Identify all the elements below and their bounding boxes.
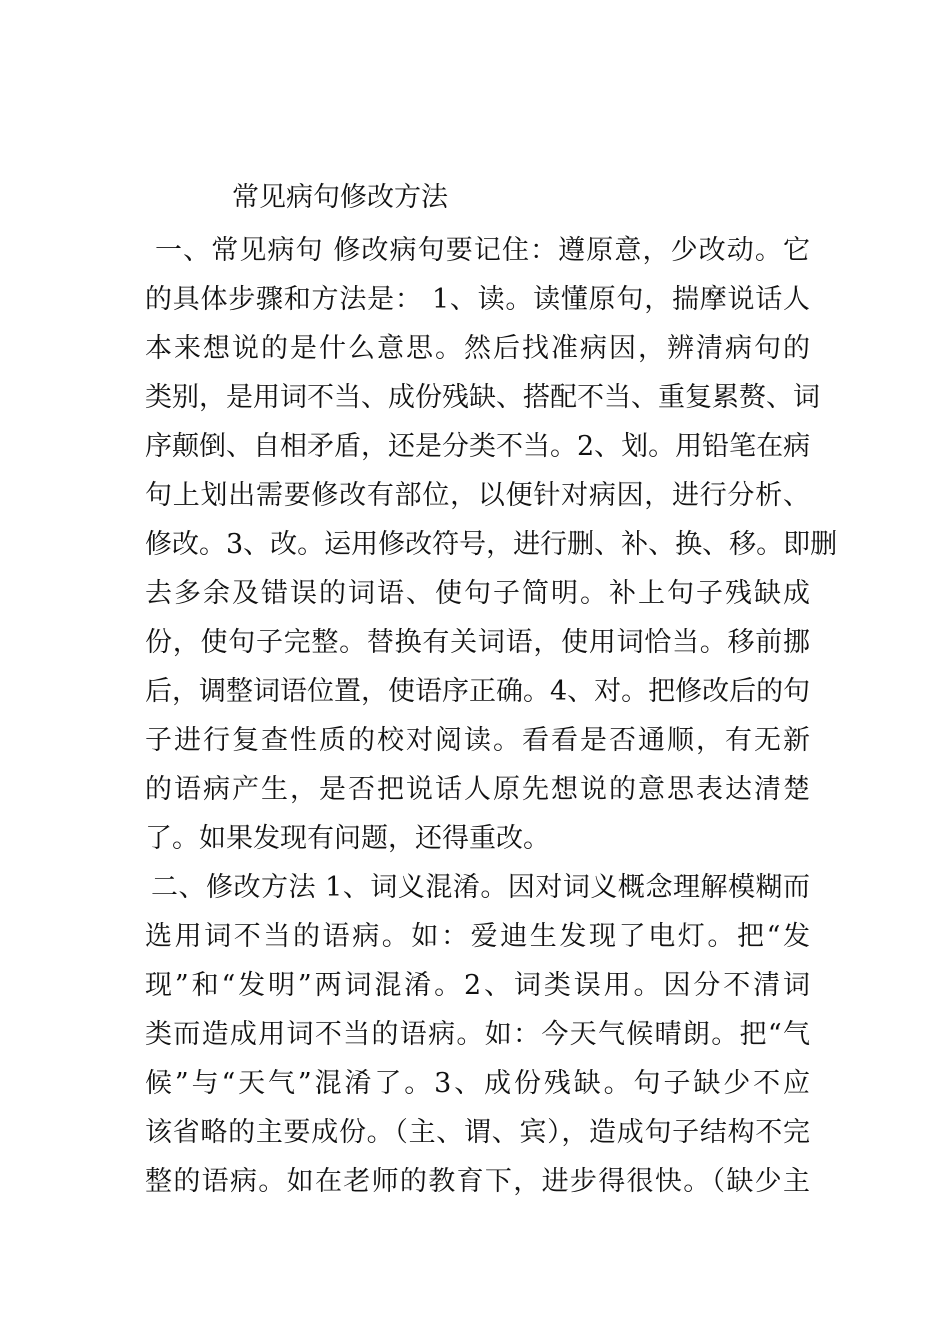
- text-line: 现”和“发明”两词混淆。2、词类误用。因分不清词: [145, 970, 810, 1001]
- text-line: 一、常见病句 修改病句要记住：遵原意，少改动。它: [155, 235, 810, 266]
- text-line: 本来想说的是什么意思。然后找准病因，辨清病句的: [145, 333, 810, 364]
- document-title: 常见病句修改方法: [232, 182, 448, 213]
- text-line: 候”与“天气”混淆了。3、成份残缺。句子缺少不应: [145, 1068, 810, 1099]
- text-line: 后，调整词语位置，使语序正确。4、对。把修改后的句: [145, 676, 811, 707]
- text-line: 序颠倒、自相矛盾，还是分类不当。2、划。用铅笔在病: [145, 431, 811, 462]
- text-line: 句上划出需要修改有部位，以便针对病因，进行分析、: [145, 480, 810, 511]
- text-line: 类别，是用词不当、成份残缺、搭配不当、重复累赘、词: [145, 382, 820, 413]
- text-line: 子进行复查性质的校对阅读。看看是否通顺，有无新: [145, 725, 810, 756]
- text-line: 的语病产生，是否把说话人原先想说的意思表达清楚: [145, 774, 810, 805]
- text-line: 的具体步骤和方法是： 1、读。读懂原句，揣摩说话人: [145, 284, 810, 315]
- text-line: 份，使句子完整。替换有关词语，使用词恰当。移前挪: [145, 627, 810, 658]
- text-line: 整的语病。如在老师的教育下，进步得很快。（缺少主: [145, 1166, 810, 1197]
- text-line: 该省略的主要成份。（主、谓、宾），造成句子结构不完: [145, 1117, 810, 1148]
- document-body: [145, 226, 838, 1206]
- text-line: 类而造成用词不当的语病。如：今天气候晴朗。把“气: [145, 1019, 810, 1050]
- text-line: 二、修改方法 1、词义混淆。因对词义概念理解模糊而: [151, 872, 810, 903]
- text-line: 选用词不当的语病。如：爱迪生发现了电灯。把“发: [145, 921, 810, 952]
- text-line: 修改。3、改。运用修改符号，进行删、补、换、移。即删: [145, 529, 838, 560]
- text-line: 了。如果发现有问题，还得重改。: [145, 823, 550, 854]
- text-line: 去多余及错误的词语、使句子简明。补上句子残缺成: [145, 578, 810, 609]
